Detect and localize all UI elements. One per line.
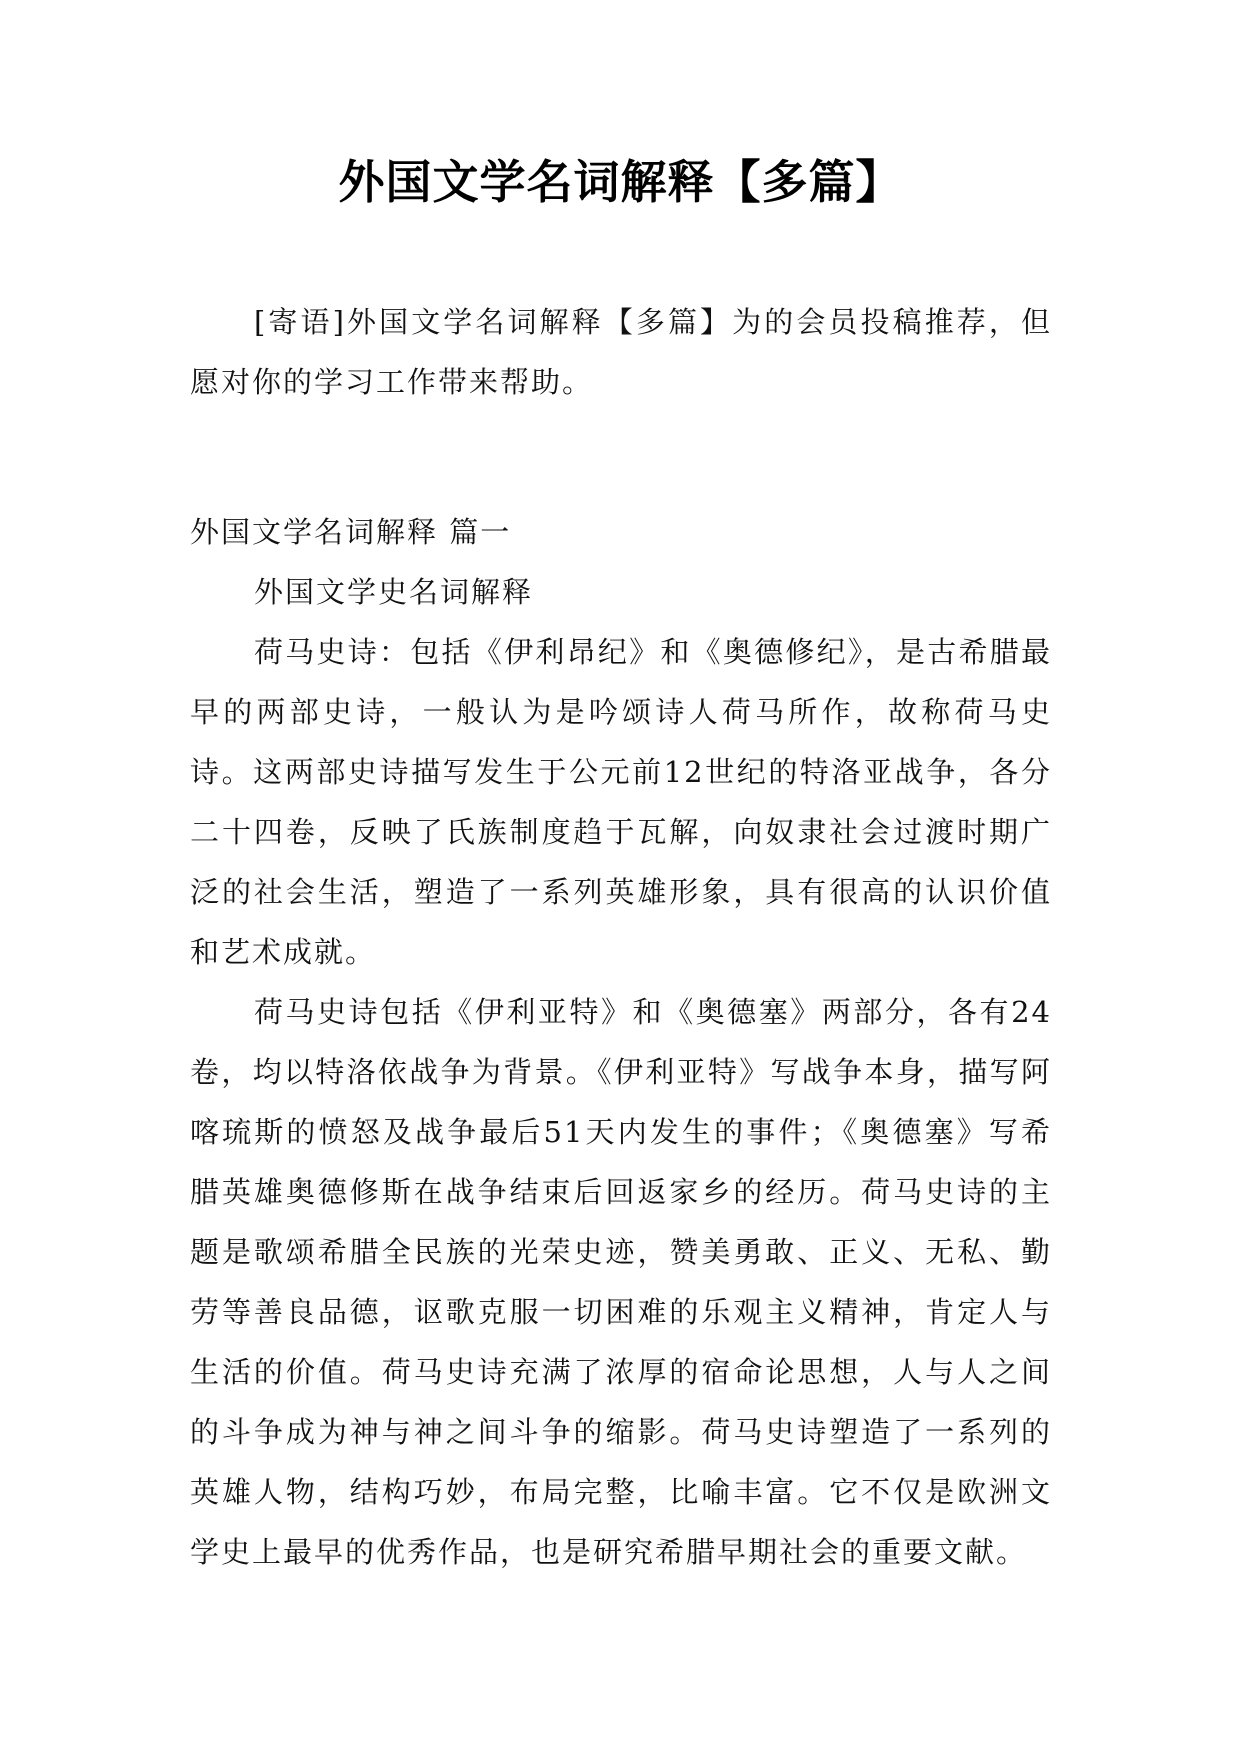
body-paragraph-2: 荷马史诗包括《伊利亚特》和《奥德塞》两部分，各有24卷，均以特洛依战争为背景。《伊利亚特》写战争本身，描写阿喀琉斯的愤怒及战争最后51天内发生的事件；《奥德塞》写希腊英雄奥德修斯在战争结束后回返家乡的经历。荷马史诗的主题是歌颂希腊全民族的光荣史迹，赞美勇敢、正义、无私、勤劳等善良品德，讴歌克服一切困难的乐观主义精神，肯定人与生活的价值。荷马史诗充满了浓厚的宿命论思想，人与人之间的斗争成为神与神之间斗争的缩影。荷马史诗塑造了一系列的英雄人物，结构巧妙，布局完整，比喻丰富。它不仅是欧洲文学史上最早的优秀作品，也是研究希腊早期社会的重要文献。 <box>190 995 1052 1569</box>
document-title: 外国文学名词解释【多篇】 <box>338 155 903 209</box>
document-body <box>190 292 1052 1582</box>
intro-paragraph: [寄语]外国文学名词解释【多篇】为的会员投稿推荐，但愿对你的学习工作带来帮助。 <box>190 305 1052 399</box>
section-heading: 外国文学名词解释 篇一 <box>190 515 512 549</box>
sub-heading: 外国文学史名词解释 <box>254 575 534 609</box>
paragraph-spacer <box>190 412 1052 502</box>
body-paragraph-1: 荷马史诗：包括《伊利昂纪》和《奥德修纪》，是古希腊最早的两部史诗，一般认为是吟颂诗人荷马所作，故称荷马史诗。这两部史诗描写发生于公元前12世纪的特洛亚战争，各分二十四卷，反映了氏族制度趋于瓦解，向奴隶社会过渡时期广泛的社会生活，塑造了一系列英雄形象，具有很高的认识价值和艺术成就。 <box>190 635 1052 969</box>
